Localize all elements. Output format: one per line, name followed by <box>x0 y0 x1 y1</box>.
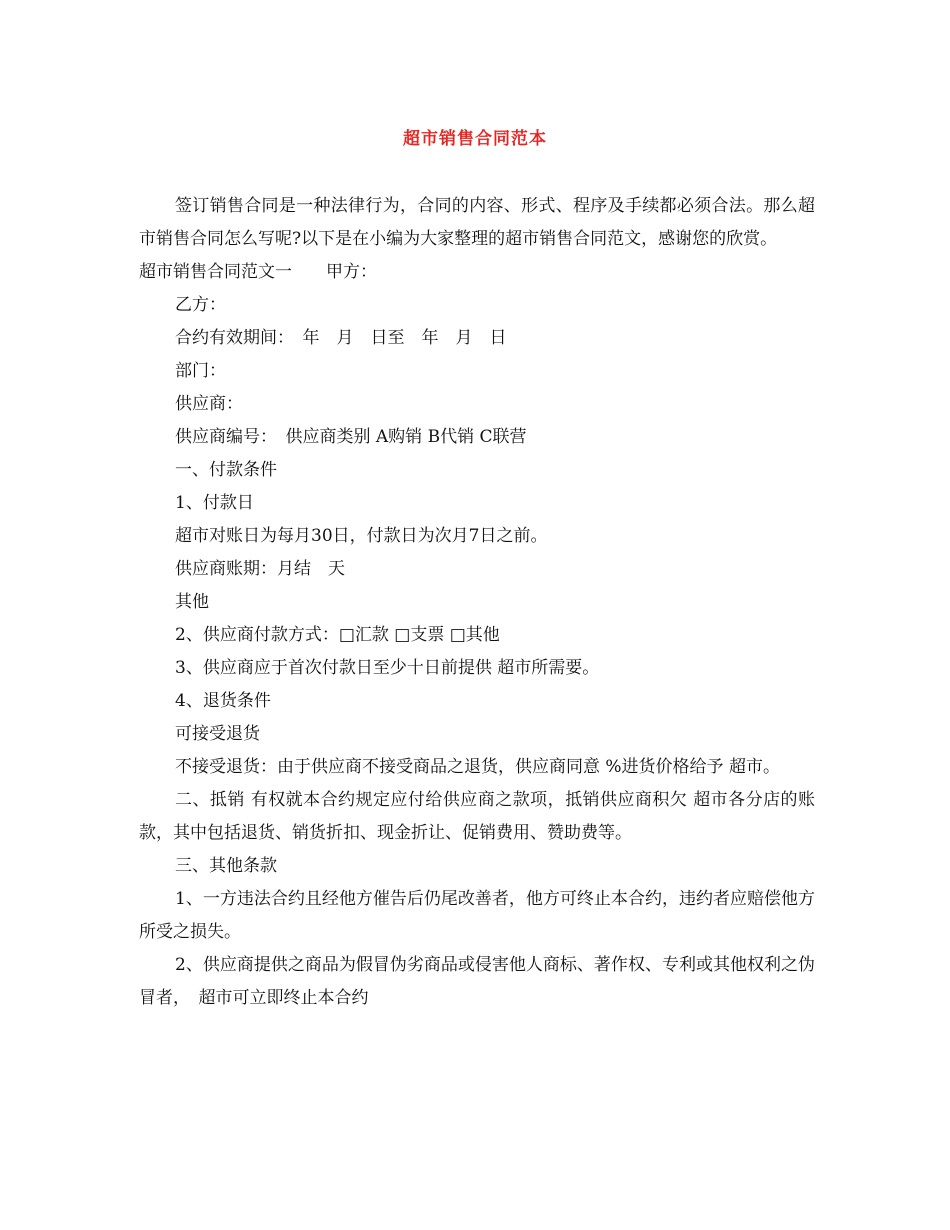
document-title: 超市销售合同范本 <box>403 129 547 149</box>
paragraph-other-2: 2、供应商提供之商品为假冒伪劣商品或侵害他人商标、著作权、专利或其他权利之伪冒者， 超市可立即终止本合约 <box>139 955 815 1008</box>
paragraph-other-heading: 三、其他条款 <box>175 856 277 876</box>
line-reconciliation-day: 超市对账日为每月30日，付款日为次月7日之前。 <box>175 526 548 546</box>
line-party-b: 乙方： <box>175 295 226 315</box>
paragraph-other-1: 1、一方违法合约且经他方催告后仍尾改善者，他方可终止本合约，违约者应赔偿他方所受之损失。 <box>139 889 815 942</box>
line-accept-return: 可接受退货 <box>175 724 260 744</box>
line-other: 其他 <box>175 592 209 612</box>
document-body <box>139 190 815 1015</box>
paragraph-offset: 二、抵销 有权就本合约规定应付给供应商之款项，抵销供应商积欠 超市各分店的账款，其中包括退货、销货折扣、现金折让、促销费用、赞助费等。 <box>139 790 815 843</box>
section-heading: 超市销售合同范文一 甲方： <box>139 262 377 282</box>
line-supplier-provide: 3、供应商应于首次付款日至少十日前提供 超市所需要。 <box>175 658 600 678</box>
line-supplier: 供应商： <box>175 394 243 414</box>
intro-paragraph: 签订销售合同是一种法律行为，合同的内容、形式、程序及手续都必须合法。那么超市销售合同怎么写呢?以下是在小编为大家整理的超市销售合同范文，感谢您的欣赏。 <box>139 196 815 249</box>
line-account-period: 供应商账期：月结 天 <box>175 559 345 579</box>
line-payment-method: 2、供应商付款方式：□汇款 □支票 □其他 <box>175 625 500 645</box>
line-return-conditions: 4、退货条件 <box>175 691 271 711</box>
line-department: 部门： <box>175 361 226 381</box>
line-payment-terms: 一、付款条件 <box>175 460 277 480</box>
line-payment-day: 1、付款日 <box>175 493 254 513</box>
line-validity-period: 合约有效期间： 年 月 日至 年 月 日 <box>175 328 507 348</box>
line-supplier-number: 供应商编号： 供应商类别 A购销 B代销 C联营 <box>175 427 527 447</box>
paragraph-no-return: 不接受退货：由于供应商不接受商品之退货，供应商同意 %进货价格给予 超市。 <box>175 757 780 777</box>
